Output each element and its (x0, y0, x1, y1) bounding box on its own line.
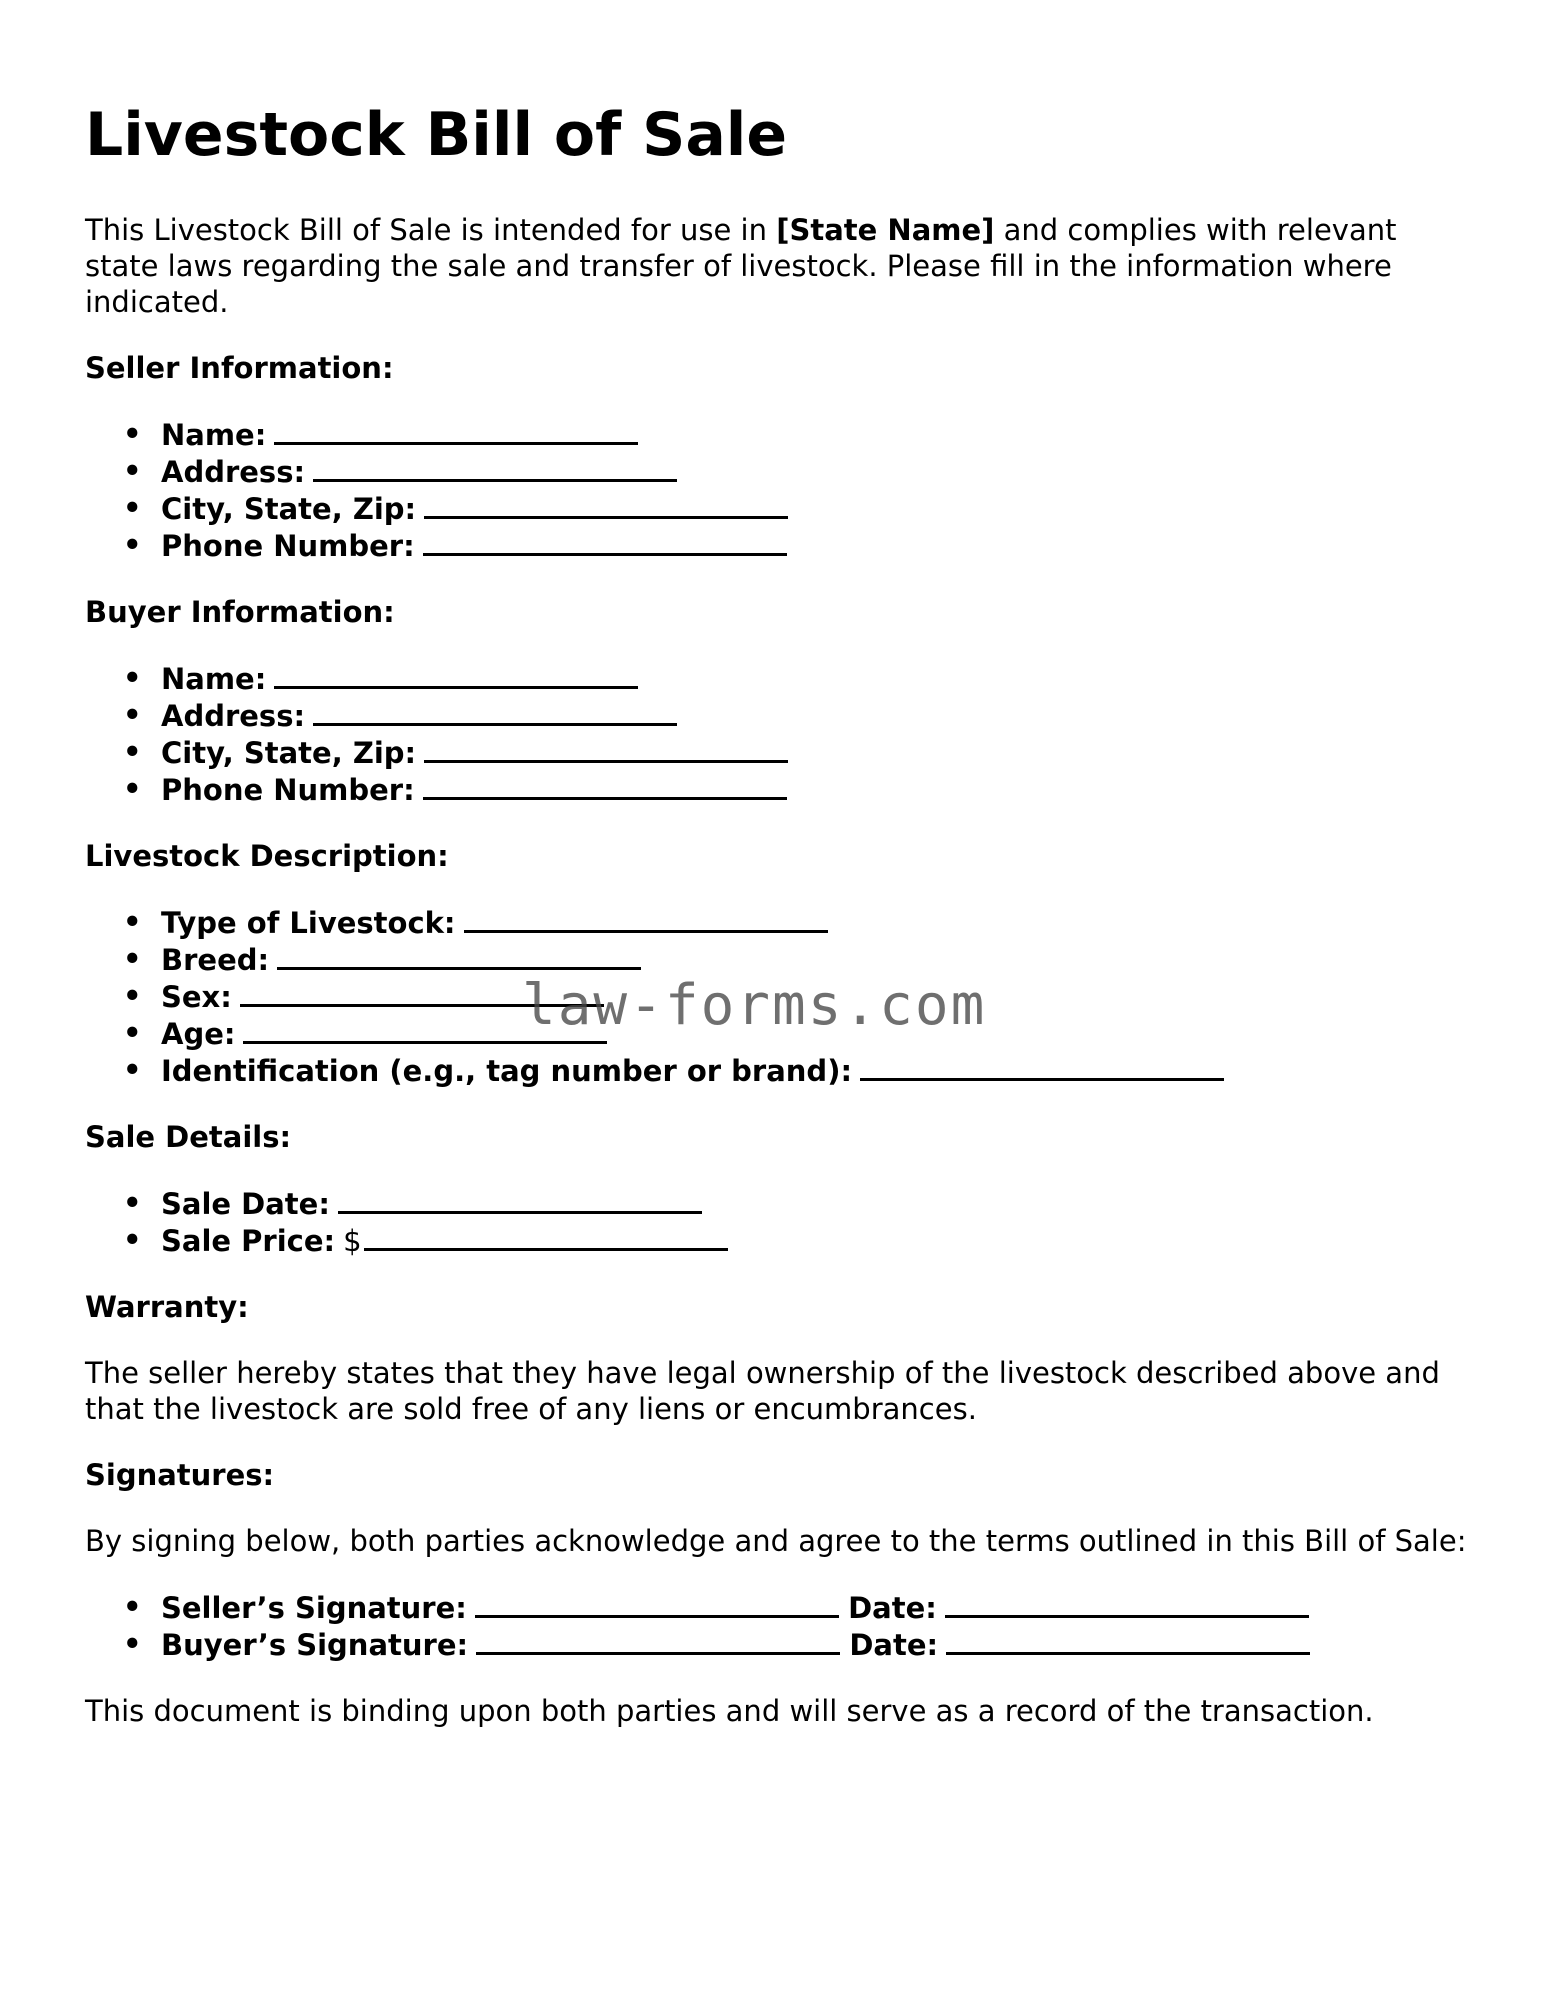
livestock-identification-item (123, 1052, 1475, 1089)
bullet: • (123, 942, 142, 976)
seller-signature-label: Seller’s Signature: (161, 1591, 467, 1625)
buyer-name-field[interactable] (274, 660, 638, 689)
livestock-identification-field[interactable] (860, 1052, 1224, 1081)
intro-text-after: and complies with relevant state laws regarding the sale and transfer of livestock. Please fill in the information where indicated. (85, 213, 1397, 319)
bullet: • (123, 1016, 142, 1050)
sale-date-label: Sale Date: (161, 1187, 330, 1221)
sale-date-field[interactable] (338, 1185, 702, 1214)
livestock-type-field[interactable] (464, 904, 828, 933)
closing-statement: This document is binding upon both parties and will serve as a record of the transaction. (85, 1694, 1374, 1728)
livestock-type-item (123, 904, 1475, 941)
bullet: • (123, 1223, 142, 1257)
seller-phone-item (123, 527, 1475, 564)
buyer-city-state-zip-field[interactable] (424, 734, 788, 763)
buyer-date-field[interactable] (946, 1626, 1310, 1655)
watermark: law-forms.com (522, 973, 987, 1038)
livestock-heading: Livestock Description: (85, 839, 449, 873)
warranty-text: The seller hereby states that they have legal ownership of the livestock described above and that the livestock are sold free of any liens or encumbrances. (85, 1356, 1440, 1426)
document-title: Livestock Bill of Sale (85, 100, 788, 170)
buyer-phone-item (123, 771, 1475, 808)
buyer-city-state-zip-label: City, State, Zip: (161, 736, 417, 770)
state-name-placeholder: [State Name] (776, 213, 995, 247)
document-page (85, 100, 1475, 1759)
livestock-breed-label: Breed: (161, 943, 270, 977)
seller-name-item (123, 416, 1475, 453)
bullet: • (123, 528, 142, 562)
bullet: • (123, 905, 142, 939)
signature-list (85, 1589, 1475, 1663)
sale-price-item (123, 1222, 1475, 1259)
seller-city-state-zip-label: City, State, Zip: (161, 492, 417, 526)
buyer-name-item (123, 660, 1475, 697)
seller-field-list (85, 416, 1475, 564)
bullet: • (123, 735, 142, 769)
buyer-phone-field[interactable] (423, 771, 787, 800)
seller-city-state-zip-item (123, 490, 1475, 527)
signatures-heading: Signatures: (85, 1458, 275, 1492)
seller-name-label: Name: (161, 418, 267, 452)
livestock-sex-field[interactable] (240, 978, 604, 1007)
buyer-signature-label: Buyer’s Signature: (161, 1628, 469, 1662)
bullet: • (123, 661, 142, 695)
buyer-signature-item (123, 1626, 1475, 1663)
buyer-date-label: Date: (849, 1628, 939, 1662)
livestock-age-field[interactable] (243, 1015, 607, 1044)
sale-price-label: Sale Price: (161, 1224, 336, 1258)
bullet: • (123, 417, 142, 451)
livestock-identification-label: Identification (e.g., tag number or brand): (161, 1054, 853, 1088)
bullet: • (123, 1627, 142, 1661)
seller-address-label: Address: (161, 455, 306, 489)
intro-text-before: This Livestock Bill of Sale is intended for use in (85, 213, 777, 247)
sale-date-item (123, 1185, 1475, 1222)
seller-address-item (123, 453, 1475, 490)
buyer-address-field[interactable] (313, 697, 677, 726)
bullet: • (123, 698, 142, 732)
seller-name-field[interactable] (274, 416, 638, 445)
livestock-age-label: Age: (161, 1017, 236, 1051)
seller-date-label: Date: (848, 1591, 937, 1625)
seller-date-field[interactable] (945, 1589, 1309, 1618)
signatures-text: By signing below, both parties acknowledge and agree to the terms outlined in this Bill of Sale: (85, 1524, 1467, 1558)
livestock-type-label: Type of Livestock: (161, 906, 456, 940)
seller-address-field[interactable] (313, 453, 677, 482)
buyer-address-item (123, 697, 1475, 734)
seller-phone-label: Phone Number: (161, 529, 415, 563)
buyer-phone-label: Phone Number: (161, 773, 415, 807)
seller-signature-field[interactable] (475, 1589, 839, 1618)
sale-field-list (85, 1185, 1475, 1259)
sale-price-field[interactable] (364, 1222, 728, 1251)
buyer-heading: Buyer Information: (85, 595, 395, 629)
bullet: • (123, 1590, 142, 1624)
currency-symbol: $ (343, 1224, 362, 1258)
bullet: • (123, 454, 142, 488)
livestock-age-item (123, 1015, 1475, 1052)
sale-heading: Sale Details: (85, 1120, 292, 1154)
bullet: • (123, 1053, 142, 1087)
livestock-sex-item (123, 978, 1475, 1015)
buyer-name-label: Name: (161, 662, 267, 696)
bullet: • (123, 491, 142, 525)
livestock-sex-label: Sex: (161, 980, 232, 1014)
bullet: • (123, 979, 142, 1013)
livestock-breed-field[interactable] (277, 941, 641, 970)
seller-phone-field[interactable] (423, 527, 787, 556)
bullet: • (123, 1186, 142, 1220)
seller-city-state-zip-field[interactable] (424, 490, 788, 519)
intro-paragraph (85, 212, 1475, 320)
buyer-city-state-zip-item (123, 734, 1475, 771)
livestock-breed-item (123, 941, 1475, 978)
bullet: • (123, 772, 142, 806)
buyer-field-list (85, 660, 1475, 808)
seller-signature-item (123, 1589, 1475, 1626)
seller-heading: Seller Information: (85, 351, 394, 385)
buyer-address-label: Address: (161, 699, 306, 733)
warranty-heading: Warranty: (85, 1290, 249, 1324)
livestock-field-list (85, 904, 1475, 1089)
buyer-signature-field[interactable] (476, 1626, 840, 1655)
